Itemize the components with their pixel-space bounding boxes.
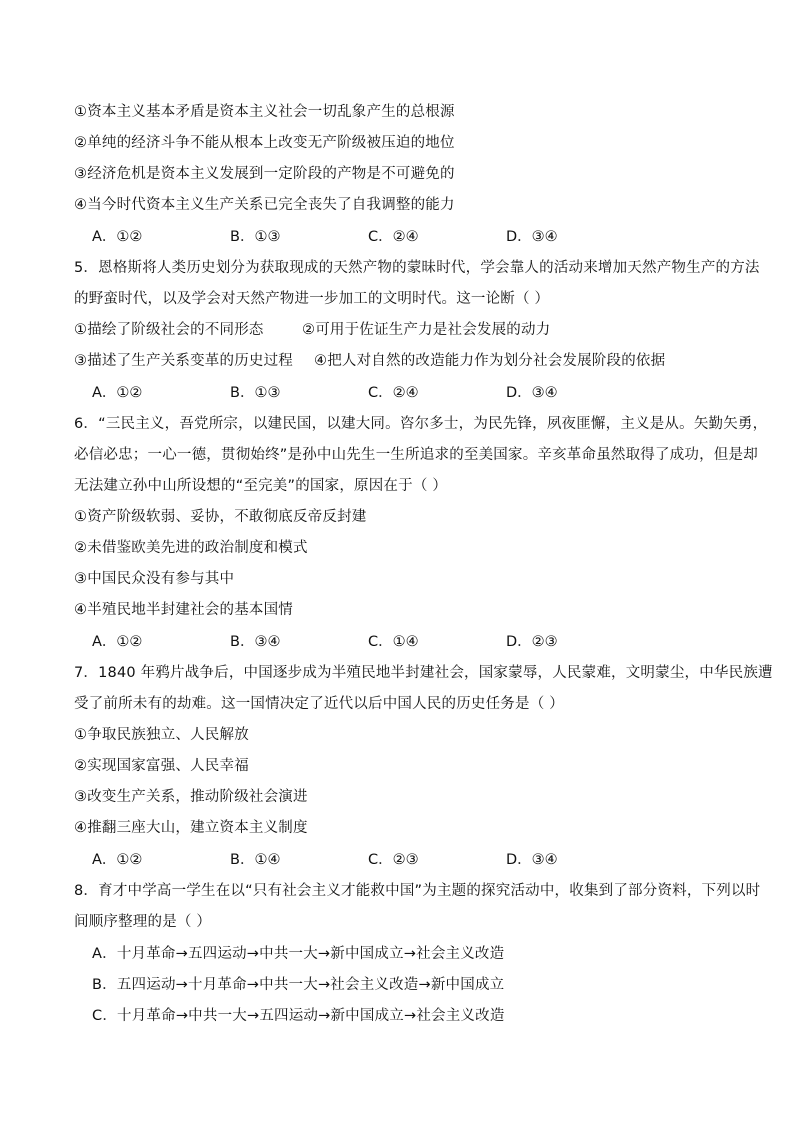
q5-statement-3: ③描述了生产关系变革的历史过程	[74, 353, 293, 369]
q5-statements-row-1	[74, 320, 634, 340]
q4-statement-4: ④当今时代资本主义生产关系已完全丧失了自我调整的能力	[74, 197, 455, 213]
q8-option-a[interactable]: A．十月革命→五四运动→中共一大→新中国成立→社会主义改造	[92, 946, 505, 962]
q4-option-b[interactable]: B．①③	[230, 229, 281, 245]
q7-option-b[interactable]: B．①④	[230, 852, 281, 868]
q7-statement-4: ④推翻三座大山，建立资本主义制度	[74, 820, 308, 836]
q6-option-b[interactable]: B．③④	[230, 634, 281, 650]
q4-options	[92, 227, 652, 247]
q4-option-a[interactable]: A．①②	[92, 229, 143, 245]
q5-stem-line-2: 的野蛮时代，以及学会对天然产物进一步加工的文明时代。这一论断（ ）	[74, 291, 550, 307]
q5-option-b[interactable]: B．①③	[230, 385, 281, 401]
q7-stem-line-2: 受了前所未有的劫难。这一国情决定了近代以后中国人民的历史任务是（ ）	[74, 696, 564, 712]
q4-option-c[interactable]: C．②④	[368, 229, 419, 245]
q8-stem-line-2: 间顺序整理的是（ ）	[74, 914, 212, 930]
q7-option-d[interactable]: D．③④	[506, 852, 558, 868]
q6-statement-2: ②未借鉴欧美先进的政治制度和模式	[74, 540, 308, 556]
q5-options	[92, 383, 652, 403]
q4-statement-1: ①资本主义基本矛盾是资本主义社会一切乱象产生的总根源	[74, 104, 455, 120]
q6-options	[92, 632, 652, 652]
q6-statement-1: ①资产阶级软弱、妥协，不敢彻底反帝反封建	[74, 509, 367, 525]
q5-statement-4: ④把人对自然的改造能力作为划分社会发展阶段的依据	[314, 353, 666, 369]
q4-statement-2: ②单纯的经济斗争不能从根本上改变无产阶级被压迫的地位	[74, 135, 455, 151]
q7-statement-1: ①争取民族独立、人民解放	[74, 727, 249, 743]
q5-option-c[interactable]: C．②④	[368, 385, 419, 401]
q7-option-a[interactable]: A．①②	[92, 852, 143, 868]
q6-stem-line-2: 必信必忠；一心一德，贯彻始终”是孙中山先生一生所追求的至美国家。辛亥革命虽然取得了成功，但是却	[74, 447, 758, 463]
q6-stem-line-3: 无法建立孙中山所设想的“至完美”的国家，原因在于（ ）	[74, 478, 448, 494]
q5-statements-row-2	[74, 351, 674, 371]
q5-stem-line-1: 5．恩格斯将人类历史划分为获取现成的天然产物的蒙昧时代，学会靠人的活动来增加天然产物生产的方法	[74, 260, 760, 276]
q8-option-b[interactable]: B．五四运动→十月革命→中共一大→社会主义改造→新中国成立	[92, 977, 505, 993]
q5-statement-2: ②可用于佐证生产力是社会发展的动力	[302, 322, 551, 338]
q6-option-a[interactable]: A．①②	[92, 634, 143, 650]
q6-stem-line-1: 6．“三民主义，吾党所宗，以建民国，以建大同。咨尔多士，为民先锋，夙夜匪懈，主义是从。矢勤矢勇，	[74, 416, 768, 432]
q7-stem-line-1: 7．1840 年鸦片战争后，中国逐步成为半殖民地半封建社会，国家蒙辱，人民蒙难，文明蒙尘，中华民族遭	[74, 665, 773, 681]
q6-statement-3: ③中国民众没有参与其中	[74, 571, 235, 587]
q4-statement-3: ③经济危机是资本主义发展到一定阶段的产物是不可避免的	[74, 166, 455, 182]
q6-option-d[interactable]: D．②③	[506, 634, 558, 650]
q5-statement-1: ①描绘了阶级社会的不同形态	[74, 322, 264, 338]
q7-statement-3: ③改变生产关系，推动阶级社会演进	[74, 789, 308, 805]
q7-option-c[interactable]: C．②③	[368, 852, 419, 868]
q6-statement-4: ④半殖民地半封建社会的基本国情	[74, 602, 293, 618]
q8-option-c[interactable]: C．十月革命→中共一大→五四运动→新中国成立→社会主义改造	[92, 1008, 505, 1024]
q4-option-d[interactable]: D．③④	[506, 229, 558, 245]
q7-statement-2: ②实现国家富强、人民幸福	[74, 758, 249, 774]
q7-options	[92, 850, 652, 870]
q5-option-d[interactable]: D．③④	[506, 385, 558, 401]
q5-option-a[interactable]: A．①②	[92, 385, 143, 401]
q8-stem-line-1: 8．育才中学高一学生在以“只有社会主义才能救中国”为主题的探究活动中，收集到了部分资料，下列以时	[74, 883, 761, 899]
q6-option-c[interactable]: C．①④	[368, 634, 419, 650]
